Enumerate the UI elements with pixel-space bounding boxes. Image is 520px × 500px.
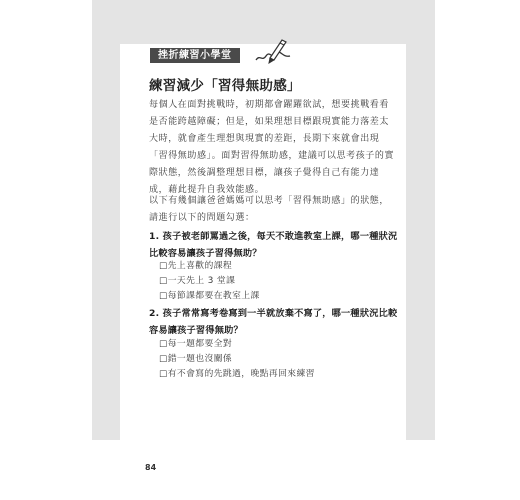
intro-paragraph: 每個人在面對挑戰時，初期都會躍躍欲試，想要挑戰看看是否能跨越障礙；但是，如果理想目標跟現實能力落差太大時，就會產生理想與現實的差距，長期下來就會出現「習得無助感」。面對習得無助感，建議可以思考孩子的實際狀態，然後調整理想目標，讓孩子覺得自己有能力達成，藉此提升自我效能感。 xyxy=(149,100,395,195)
checkbox-option[interactable]: □每節課都要在教室上課 xyxy=(159,291,260,301)
checkbox-option[interactable]: □一天先上 3 堂課 xyxy=(159,276,236,286)
question-1: 1. 孩子被老師罵過之後，每天不敢進教室上課，哪一種狀況比較容易讓孩子習得無助？ xyxy=(149,231,398,259)
checkbox-option[interactable]: □每一題都要全對 xyxy=(159,339,233,349)
question-2: 2. 孩子常常寫考卷寫到一半就放棄不寫了，哪一種狀況比較容易讓孩子習得無助？ xyxy=(149,308,398,336)
instruction-paragraph: 以下有幾個讓爸爸媽媽可以思考「習得無助感」的狀態，請進行以下的問題勾選： xyxy=(149,196,390,223)
question-2-options xyxy=(159,337,315,382)
pen-writing-icon xyxy=(252,36,292,66)
checkbox-option[interactable]: □有不會寫的先跳過，晚點再回來練習 xyxy=(159,369,315,379)
page-title: 練習減少「習得無助感」 xyxy=(149,78,301,94)
checkbox-option[interactable]: □錯一題也沒關係 xyxy=(159,354,233,364)
checkbox-option[interactable]: □先上喜歡的課程 xyxy=(159,261,233,271)
section-banner: 挫折練習小學堂 xyxy=(150,48,240,63)
question-1-options xyxy=(159,259,260,304)
page-number: 84 xyxy=(145,463,157,472)
